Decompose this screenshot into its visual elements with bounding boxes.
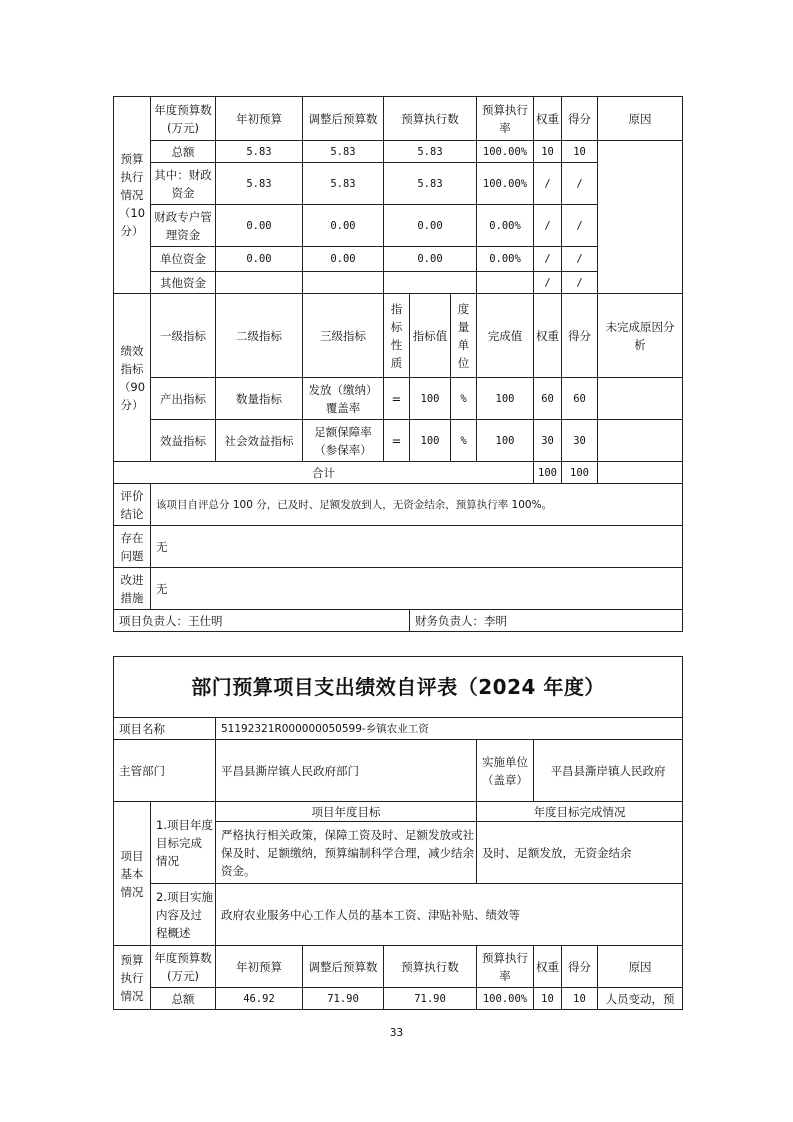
dept-value: 平昌县澌岸镇人民政府部门 <box>216 740 477 802</box>
budget-row <box>114 247 683 272</box>
improvements-label: 改进措施 <box>114 568 151 610</box>
header-level2: 二级指标 <box>216 294 303 378</box>
adjusted-budget: 5.83 <box>303 141 384 163</box>
level1: 效益指标 <box>151 420 216 462</box>
header-reason: 原因 <box>598 946 683 988</box>
adjusted-budget: 5.83 <box>303 163 384 205</box>
unit: % <box>451 420 477 462</box>
header-weight: 权重 <box>534 946 562 988</box>
header-level3: 三级指标 <box>303 294 384 378</box>
budget-row <box>114 272 683 294</box>
conclusion-text: 该项目自评总分 100 分，已及时、足额发放到人，无资金结余，预算执行率 100%。 <box>151 484 683 526</box>
header-unmet-reason: 未完成原因分析 <box>598 294 683 378</box>
score: 60 <box>562 378 598 420</box>
header-executed: 预算执行数 <box>384 97 477 141</box>
goal-section-label: 1.项目年度目标完成情况 <box>151 802 216 884</box>
conclusion-row <box>114 484 683 526</box>
issues-label: 存在问题 <box>114 526 151 568</box>
executed-budget <box>384 272 477 294</box>
header-nature: 指标性质 <box>384 294 410 378</box>
row-label: 其他资金 <box>151 272 216 294</box>
row-label: 总额 <box>151 141 216 163</box>
unmet-reason <box>598 378 683 420</box>
score: / <box>562 163 598 205</box>
actual-value: 100 <box>477 378 534 420</box>
project-name: 51192321R000000050599-乡镇农业工资 <box>216 718 683 740</box>
total-reason <box>598 462 683 484</box>
unit: % <box>451 378 477 420</box>
budget-section-label: 预算执行情况（10分） <box>114 97 151 294</box>
improvements-row <box>114 568 683 610</box>
impl-unit-value: 平昌县澌岸镇人民政府 <box>534 740 683 802</box>
goal-header: 项目年度目标 <box>216 802 477 822</box>
header-target-value: 指标值 <box>410 294 451 378</box>
nature: = <box>384 420 410 462</box>
signature-row <box>114 610 683 632</box>
weight: / <box>534 247 562 272</box>
improvements-text: 无 <box>151 568 683 610</box>
score: / <box>562 247 598 272</box>
executed-budget: 0.00 <box>384 247 477 272</box>
budget-row <box>114 205 683 247</box>
title-row <box>114 657 683 718</box>
weight: / <box>534 163 562 205</box>
completion-header: 年度目标完成情况 <box>477 802 683 822</box>
performance-row <box>114 378 683 420</box>
project-lead: 项目负责人：王仕明 <box>114 610 410 632</box>
goal-header-row <box>114 802 683 822</box>
basic-info-label: 项目基本情况 <box>114 802 151 946</box>
self-eval-table <box>113 656 683 1010</box>
header-adjusted-budget: 调整后预算数 <box>303 946 384 988</box>
weight: 10 <box>534 141 562 163</box>
reason: 人员变动，预 <box>598 988 683 1010</box>
actual-value: 100 <box>477 420 534 462</box>
budget-header-row <box>114 97 683 141</box>
level3: 足额保障率（参保率） <box>303 420 384 462</box>
content-row <box>114 884 683 946</box>
completion-text: 及时、足额发放，无资金结余 <box>477 822 683 884</box>
header-initial-budget: 年初预算 <box>216 97 303 141</box>
finance-lead: 财务负责人：李明 <box>410 610 683 632</box>
initial-budget: 5.83 <box>216 141 303 163</box>
dept-label: 主管部门 <box>114 740 216 802</box>
total-weight: 100 <box>534 462 562 484</box>
budget-row <box>114 988 683 1010</box>
content-label: 2.项目实施内容及过程概述 <box>151 884 216 946</box>
score: / <box>562 205 598 247</box>
performance-row <box>114 420 683 462</box>
total-label: 合计 <box>114 462 534 484</box>
adjusted-budget: 0.00 <box>303 247 384 272</box>
unmet-reason <box>598 420 683 462</box>
weight: 60 <box>534 378 562 420</box>
header-score: 得分 <box>562 97 598 141</box>
level1: 产出指标 <box>151 378 216 420</box>
total-score: 100 <box>562 462 598 484</box>
executed-budget: 0.00 <box>384 205 477 247</box>
exec-rate: 100.00% <box>477 163 534 205</box>
level2: 数量指标 <box>216 378 303 420</box>
score: 10 <box>562 988 598 1010</box>
exec-rate <box>477 272 534 294</box>
page-number: 33 <box>389 1026 404 1039</box>
score: / <box>562 272 598 294</box>
budget-row <box>114 163 683 205</box>
target-value: 100 <box>410 420 451 462</box>
page-title: 部门预算项目支出绩效自评表（2024 年度） <box>114 657 683 718</box>
weight: / <box>534 272 562 294</box>
header-unit: 度量单位 <box>451 294 477 378</box>
executed-budget: 71.90 <box>384 988 477 1010</box>
executed-budget: 5.83 <box>384 141 477 163</box>
header-reason: 原因 <box>598 97 683 141</box>
score: 10 <box>562 141 598 163</box>
exec-rate: 100.00% <box>477 988 534 1010</box>
self-eval-table-continued <box>113 96 683 632</box>
performance-section-label: 绩效指标（90分） <box>114 294 151 462</box>
conclusion-label: 评价结论 <box>114 484 151 526</box>
row-label: 其中：财政资金 <box>151 163 216 205</box>
weight: 30 <box>534 420 562 462</box>
target-value: 100 <box>410 378 451 420</box>
content-text: 政府农业服务中心工作人员的基本工资、津贴补贴、绩效等 <box>216 884 683 946</box>
weight: 10 <box>534 988 562 1010</box>
initial-budget: 46.92 <box>216 988 303 1010</box>
impl-unit-label: 实施单位（盖章） <box>477 740 534 802</box>
nature: = <box>384 378 410 420</box>
initial-budget: 5.83 <box>216 163 303 205</box>
header-exec-rate: 预算执行率 <box>477 946 534 988</box>
issues-text: 无 <box>151 526 683 568</box>
row-label: 财政专户管理资金 <box>151 205 216 247</box>
header-score: 得分 <box>562 294 598 378</box>
project-name-row <box>114 718 683 740</box>
header-annual-budget: 年度预算数(万元) <box>151 946 216 988</box>
project-name-label: 项目名称 <box>114 718 216 740</box>
header-annual-budget: 年度预算数(万元) <box>151 97 216 141</box>
budget-header-row <box>114 946 683 988</box>
total-row <box>114 462 683 484</box>
adjusted-budget: 71.90 <box>303 988 384 1010</box>
header-exec-rate: 预算执行率 <box>477 97 534 141</box>
executed-budget: 5.83 <box>384 163 477 205</box>
header-initial-budget: 年初预算 <box>216 946 303 988</box>
exec-rate: 0.00% <box>477 247 534 272</box>
header-level1: 一级指标 <box>151 294 216 378</box>
level2: 社会效益指标 <box>216 420 303 462</box>
row-label: 总额 <box>151 988 216 1010</box>
level3: 发放（缴纳）覆盖率 <box>303 378 384 420</box>
exec-rate: 100.00% <box>477 141 534 163</box>
reason-cell <box>598 141 683 294</box>
performance-header-row <box>114 294 683 378</box>
budget-row <box>114 141 683 163</box>
adjusted-budget <box>303 272 384 294</box>
row-label: 单位资金 <box>151 247 216 272</box>
budget-section-label: 预算执行情况 <box>114 946 151 1010</box>
initial-budget <box>216 272 303 294</box>
adjusted-budget: 0.00 <box>303 205 384 247</box>
header-score: 得分 <box>562 946 598 988</box>
exec-rate: 0.00% <box>477 205 534 247</box>
issues-row <box>114 526 683 568</box>
header-weight: 权重 <box>534 294 562 378</box>
goal-text: 严格执行相关政策，保障工资及时、足额发放或社保及时、足额缴纳，预算编制科学合理，减少结余资金。 <box>216 822 477 884</box>
initial-budget: 0.00 <box>216 205 303 247</box>
header-actual: 完成值 <box>477 294 534 378</box>
header-weight: 权重 <box>534 97 562 141</box>
header-executed: 预算执行数 <box>384 946 477 988</box>
header-adjusted-budget: 调整后预算数 <box>303 97 384 141</box>
initial-budget: 0.00 <box>216 247 303 272</box>
dept-row <box>114 740 683 802</box>
weight: / <box>534 205 562 247</box>
score: 30 <box>562 420 598 462</box>
